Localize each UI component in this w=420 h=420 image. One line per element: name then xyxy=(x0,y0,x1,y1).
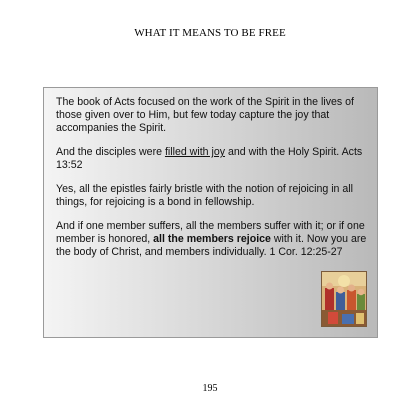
text-after-underline: and with the Holy Spirit. Acts 13:52 xyxy=(56,146,363,171)
page-title: WHAT IT MEANS TO BE FREE xyxy=(134,27,286,39)
paragraph-acts-focus: The book of Acts focused on the work of the Spirit in the lives of those given over to Him, but few today capture the joy that accompanies the Spirit. xyxy=(56,96,354,134)
text-before-underline: And the disciples were xyxy=(56,146,165,158)
painting-illustration-icon xyxy=(322,272,366,326)
text-before-bold: And if one member suffers, all the members suffer with it; or if one member is honored, xyxy=(56,220,365,245)
paragraph-acts-13-52 xyxy=(56,146,376,172)
page-number: 195 xyxy=(202,383,218,394)
paragraph-epistles: Yes, all the epistles fairly bristle with the notion of rejoicing in all things, for rejoicing is a bond in fellowship. xyxy=(56,183,353,208)
text-after-bold: with it. Now you are the body of Christ, and members individually. 1 Cor. 12:25-27 xyxy=(56,233,367,258)
bold-phrase: all the members rejoice xyxy=(153,233,271,245)
paragraph-1-cor xyxy=(56,220,376,259)
painting-image xyxy=(321,271,367,327)
slide-text xyxy=(56,96,376,270)
underlined-phrase: filled with joy xyxy=(164,146,226,158)
slide xyxy=(43,87,378,338)
